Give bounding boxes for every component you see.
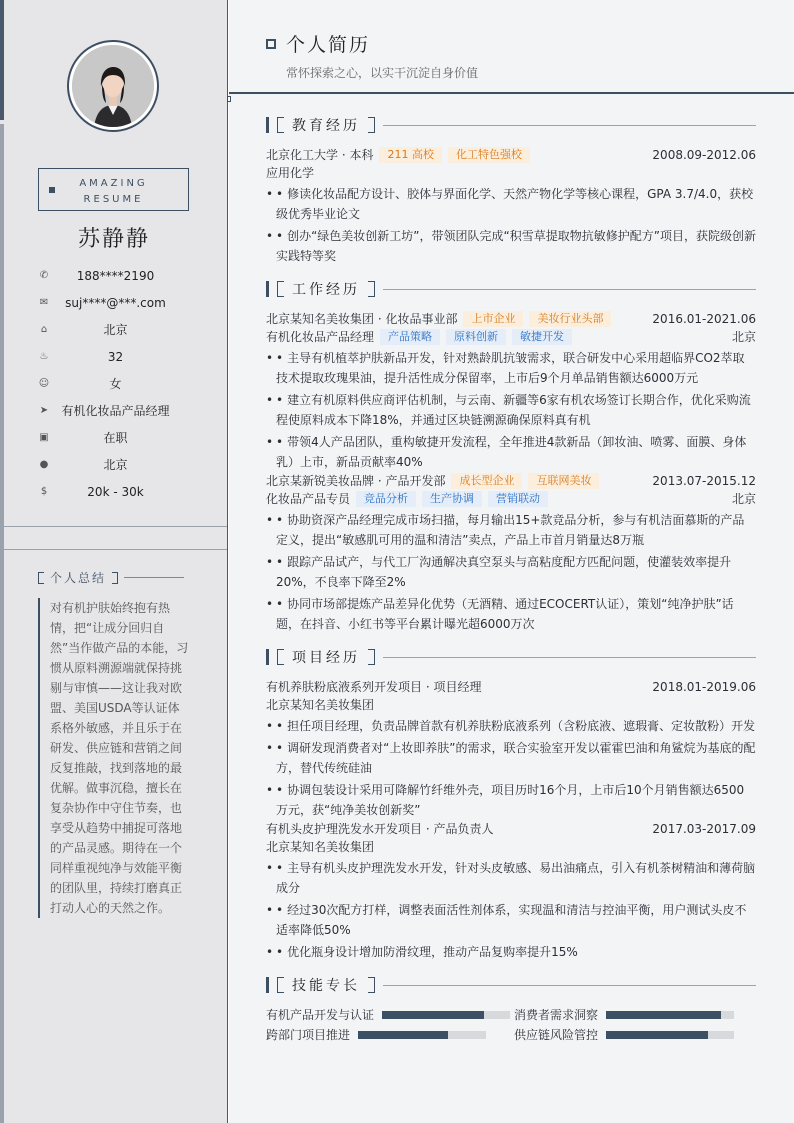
bullet-text: 协助资深产品经理完成市场扫描，每月输出15+款竞品分析，参与有机洁面慕斯的产品定义，提出“敏感肌可用的温和清洁”卖点，产品上市首月销量达8万瓶 [276,513,745,547]
info-text: 女 [109,377,122,391]
info-gender [38,370,193,397]
bracket-right-icon [112,572,118,584]
briefcase-icon: ▣ [39,432,49,443]
section-heading-skills [266,976,756,994]
summary-rule [124,577,184,578]
company-name: 北京某知名美妆集团 · 化妆品事业部 [266,312,458,326]
header-rule [229,92,794,94]
avatar-photo [72,45,154,127]
section-heading-education [266,116,756,134]
tag: 营销联动 [488,491,548,507]
resume-sections [266,116,756,1044]
section-bar-icon [266,281,269,297]
main-content [229,0,794,1123]
tag: 互联网美妆 [528,473,599,489]
list-item: • • 经过30次配方打样，调整表面活性剂体系，实现温和清洁与控油平衡，用户测试头皮不适率降低50% [266,903,747,937]
sidebar-accent-bar [0,0,4,120]
bullet-text: 协同市场部提炼产品差异化优势（无酒精、通过ECOCERT认证），策划“纯净护肤”话题，在抖音、小红书等平台累计曝光超6000万次 [276,597,734,631]
bracket-right-icon [368,117,375,133]
avatar [67,40,159,132]
info-status [38,424,193,451]
location-icon: ● [39,459,49,470]
brand-line-2: RESUME [83,194,144,205]
bullet-text: 优化瓶身设计增加防滑纹理，推动产品复购率提升15% [287,945,578,959]
skill-item [266,1026,514,1044]
job-entry [266,310,756,328]
section-rule [383,289,756,290]
school-name: 北京化工大学 · 本科 [266,148,374,162]
major [266,164,756,182]
section-rule [383,985,756,986]
info-text: 188****2190 [76,268,155,283]
bullet-text: 跟踪产品试产，与代工厂沟通解决真空泵头与高粘度配方匹配问题，使灌装效率提升20%，不良率下降至2% [276,555,732,589]
bracket-left-icon [277,649,284,665]
skill-fill [358,1031,448,1039]
tag: 产品策略 [380,329,440,345]
phone-icon: ✆ [39,270,49,281]
sidebar-divider [4,526,227,527]
bracket-right-icon [368,649,375,665]
bullet-text: 主导有机头皮护理洗发水开发，针对头皮敏感、易出油痛点，引入有机茶树精油和薄荷脑成分 [276,861,756,895]
person-silhouette-icon [72,45,154,127]
summary-text: 对有机护肤始终抱有热情，把“让成分回归自然”当作做产品的本能，习惯从原料溯源端就保持挑剔与审慎——这让我对欧盟、美国USDA等认证体系格外敏感，并且乐于在研发、供应链和营销之间反复推敲，找到落地的最优解。做事沉稳，擅长在复杂协作中守住节奏，也享受从趋势中捕捉可落地的产品灵感。期待在一个同样重视纯净与效能平衡的团队里，持续打磨真正打动人心的天然之作。 [38,598,190,918]
bracket-left-icon [38,572,44,584]
skill-item [514,1006,756,1024]
skill-item [266,1006,514,1024]
section-title: 项目经历 [292,650,360,666]
project-org [266,838,756,856]
info-text: 有机化妆品产品经理 [61,404,170,418]
info-location [38,451,193,478]
list-item: • • 担任项目经理，负责品牌首款有机养肤粉底液系列（含粉底液、遮瑕膏、定妆散粉）开发 [266,719,756,733]
info-text: 32 [107,349,124,364]
role-name: 化妆品产品专员 [266,492,351,506]
section-heading-projects [266,648,756,666]
skill-track [606,1011,734,1019]
job-entry [266,472,756,490]
tag: 生产协调 [422,491,482,507]
brand-square-icon [49,187,55,193]
section-title: 工作经历 [292,282,360,298]
face-icon: ☺ [38,378,50,389]
brand-box [38,168,189,211]
list-item: • • 主导有机植萃护肤新品开发，针对熟龄肌抗皱需求，联合研发中心采用超临界CO2萃取技术提取玫瑰果油，提升活性成分保留率，上市后9个月单品销售额达6000万元 [266,351,745,385]
list-item: • • 调研发现消费者对“上妆即养肤”的需求，联合实验室开发以霍霍巴油和角鲨烷为基底的配方，替代传统硅油 [266,741,756,775]
job-role [266,328,756,346]
list-item: • • 协同市场部提炼产品差异化优势（无酒精、通过ECOCERT认证），策划“纯净护肤”话题，在抖音、小红书等平台累计曝光超6000万次 [266,597,734,631]
job-role [266,490,756,508]
skill-name: 消费者需求洞察 [514,1008,599,1022]
sidebar [0,0,228,1123]
header-marker [227,96,231,102]
list-item: • • 优化瓶身设计增加防滑纹理，推动产品复购率提升15% [266,945,578,959]
info-age [38,343,193,370]
tag: 成长型企业 [451,473,522,489]
page-title-text: 个人简历 [286,34,371,56]
tag: 上市企业 [463,311,523,327]
section-title: 技能专长 [292,978,360,994]
list-item: • • 协调包装设计采用可降解竹纤维外壳，项目历时16个月，上市后10个月销售额达6500万元，获“纯净美妆创新奖” [266,783,745,817]
list-item: • • 创办“绿色美妆创新工坊”，带领团队完成“积雪草提取物抗敏修护配方”项目，获院级创新实践特等奖 [266,229,756,263]
project-org [266,696,756,714]
list-item: • • 跟踪产品试产，与代工厂沟通解决真空泵头与高粘度配方匹配问题，使灌装效率提升20%，不良率下降至2% [266,555,732,589]
period: 2017.03-2017.09 [652,822,756,836]
section-rule [383,657,756,658]
info-email [38,289,193,316]
project-name: 有机养肤粉底液系列开发项目 · 项目经理 [266,680,482,694]
bracket-right-icon [368,281,375,297]
page-subtitle: 常怀探索之心，以实干沉淀自身价值 [286,66,479,80]
info-text: 北京 [103,458,128,472]
skill-item [514,1026,756,1044]
bracket-left-icon [277,977,284,993]
section-bar-icon [266,649,269,665]
summary-title: 个人总结 [50,571,107,585]
money-icon: $ [40,486,48,497]
period: 2013.07-2015.12 [652,474,756,488]
bracket-right-icon [368,977,375,993]
cake-icon: ♨ [39,351,49,362]
bullet-text: 带领4人产品团队，重构敏捷开发流程，全年推进4款新品（卸妆油、喷雾、面膜、身体乳）上市，新品贡献率40% [276,435,747,469]
role-name: 有机化妆品产品经理 [266,330,375,344]
skill-track [358,1031,486,1039]
project-entry [266,820,756,838]
info-salary [38,478,193,505]
skill-track [606,1031,734,1039]
skill-fill [382,1011,484,1019]
skill-name: 供应链风险管控 [514,1028,599,1042]
tag: 敏捷开发 [512,329,572,345]
city: 北京 [731,330,756,344]
list-item: • • 主导有机头皮护理洗发水开发，针对头皮敏感、易出油痛点，引入有机茶树精油和薄荷脑成分 [266,861,756,895]
bracket-left-icon [277,281,284,297]
bracket-left-icon [277,117,284,133]
brand-line-1: AMAZING [79,178,148,189]
bullet-text: 主导有机植萃护肤新品开发，针对熟龄肌抗皱需求，联合研发中心采用超临界CO2萃取技术提取玫瑰果油，提升活性成分保留率，上市后9个月单品销售额达6000万元 [276,351,745,385]
list-item: • • 建立有机原料供应商评估机制，与云南、新疆等6家有机农场签订长期合作，优化采购流程使原料成本下降18%，并通过区块链溯源确保原料真有机 [266,393,751,427]
mail-icon: ✉ [39,297,49,308]
major-text: 应用化学 [266,166,315,180]
info-phone [38,262,193,289]
title-square-icon [266,39,276,49]
bullet-text: 建立有机原料供应商评估机制，与云南、新疆等6家有机农场签订长期合作，优化采购流程使原料成本下降18%，并通过区块链溯源确保原料真有机 [276,393,751,427]
skill-fill [606,1011,721,1019]
sidebar-edge [0,124,4,1123]
city: 北京 [731,492,756,506]
section-heading-work [266,280,756,298]
project-entry [266,678,756,696]
summary-heading [38,569,184,586]
education-entry [266,146,756,164]
bullet-text: 协调包装设计采用可降解竹纤维外壳，项目历时16个月，上市后10个月销售额达6500万元，获“纯净美妆创新奖” [276,783,745,817]
home-icon: ⌂ [40,324,48,335]
sidebar-divider [4,549,227,550]
list-item: • • 带领4人产品团队，重构敏捷开发流程，全年推进4款新品（卸妆油、喷雾、面膜、身体乳）上市，新品贡献率40% [266,435,747,469]
contact-info-list [38,262,193,505]
skill-name: 跨部门项目推进 [266,1028,351,1042]
info-text: 在职 [103,431,128,445]
info-text: suj****@***.com [65,295,166,310]
tag: 竞品分析 [356,491,416,507]
skill-name: 有机产品开发与认证 [266,1008,375,1022]
skill-track [382,1011,510,1019]
list-item: • • 修读化妆品配方设计、胶体与界面化学、天然产物化学等核心课程，GPA 3.7/4.0，获校级优秀毕业论文 [266,187,754,221]
bullet-text: 担任项目经理，负责品牌首款有机养肤粉底液系列（含粉底液、遮瑕膏、定妆散粉）开发 [287,719,756,733]
section-rule [383,125,756,126]
org-text: 北京某知名美妆集团 [266,840,375,854]
info-text: 北京 [103,323,128,337]
tag: 美妆行业头部 [529,311,611,327]
bullet-text: 修读化妆品配方设计、胶体与界面化学、天然产物化学等核心课程，GPA 3.7/4.0，获校级优秀毕业论文 [276,187,754,221]
company-name: 北京某新锐美妆品牌 · 产品开发部 [266,474,446,488]
period: 2018.01-2019.06 [652,680,756,694]
page-title [266,30,370,57]
section-bar-icon [266,977,269,993]
tag: 原料创新 [446,329,506,345]
bullet-text: 经过30次配方打样，调整表面活性剂体系，实现温和清洁与控油平衡，用户测试头皮不适率降低50% [276,903,747,937]
period: 2016.01-2021.06 [652,312,756,326]
skills-grid [266,1006,756,1044]
period: 2008.09-2012.06 [652,148,756,162]
candidate-name: 苏静静 [77,227,150,252]
info-residence [38,316,193,343]
section-title: 教育经历 [292,118,360,134]
tag: 211 高校 [379,147,442,163]
info-target-role [38,397,193,424]
tag: 化工特色强校 [448,147,530,163]
project-name: 有机头皮护理洗发水开发项目 · 产品负责人 [266,822,494,836]
bullet-text: 创办“绿色美妆创新工坊”，带领团队完成“积雪草提取物抗敏修护配方”项目，获院级创新实践特等奖 [276,229,756,263]
list-item: • • 协助资深产品经理完成市场扫描，每月输出15+款竞品分析，参与有机洁面慕斯的产品定义，提出“敏感肌可用的温和清洁”卖点，产品上市首月销量达8万瓶 [266,513,745,547]
org-text: 北京某知名美妆集团 [266,698,375,712]
bullet-text: 调研发现消费者对“上妆即养肤”的需求，联合实验室开发以霍霍巴油和角鲨烷为基底的配方，替代传统硅油 [276,741,756,775]
skill-fill [606,1031,708,1039]
info-text: 20k - 30k [87,484,144,499]
send-icon: ➤ [39,405,49,416]
section-bar-icon [266,117,269,133]
